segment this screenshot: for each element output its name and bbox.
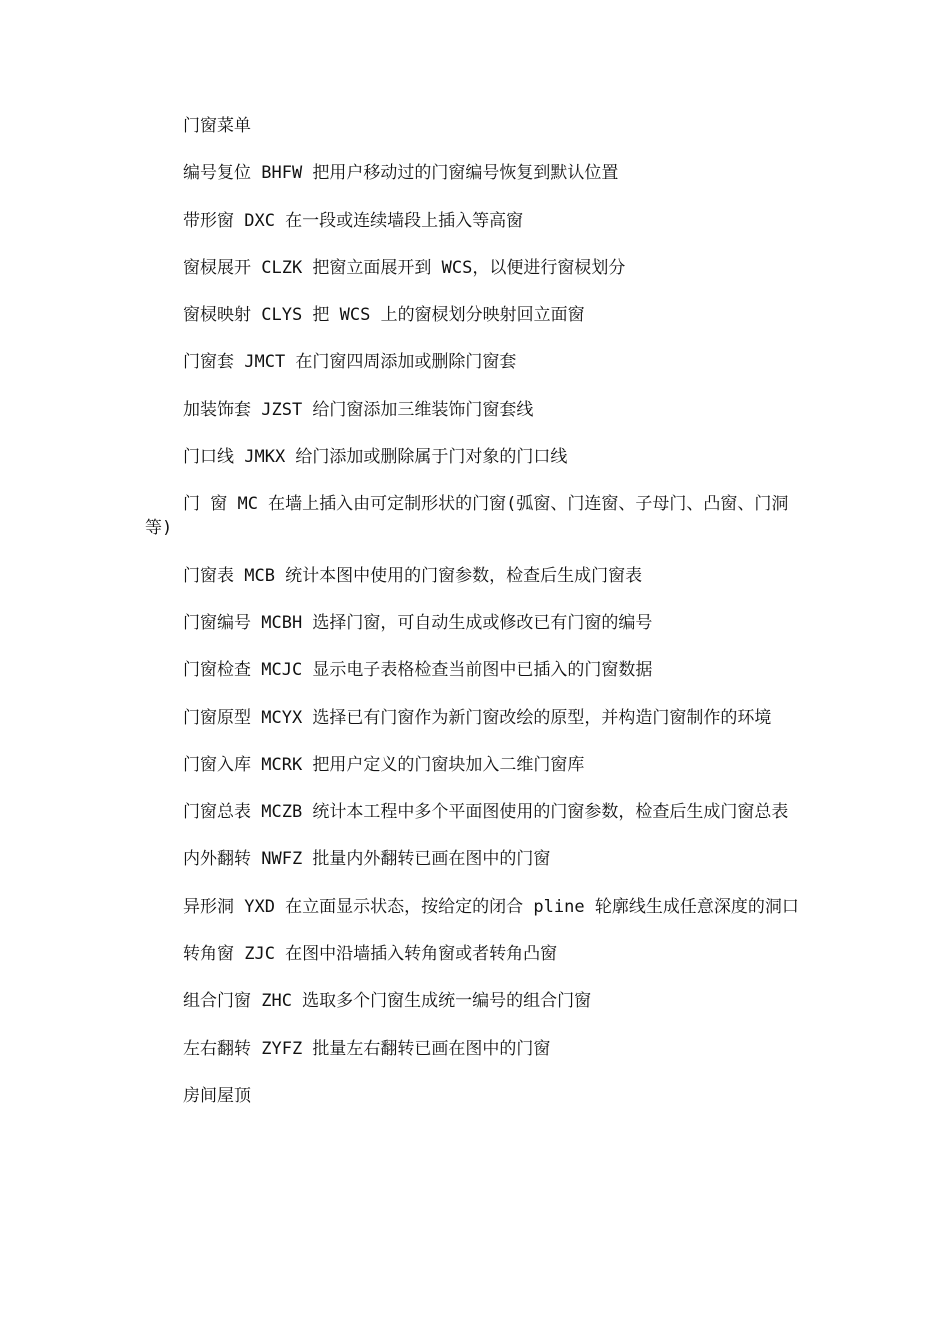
paragraph-zyfz: 左右翻转 ZYFZ 批量左右翻转已画在图中的门窗 — [183, 1038, 551, 1059]
paragraph-mc: 门 窗 MC 在墙上插入由可定制形状的门窗(弧窗、门连窗、子母门、凸窗、门洞等) — [145, 494, 789, 539]
paragraph-jzst: 加装饰套 JZST 给门窗添加三维装饰门窗套线 — [183, 399, 534, 420]
paragraph-mcrk: 门窗入库 MCRK 把用户定义的门窗块加入二维门窗库 — [183, 754, 585, 775]
paragraph-zjc: 转角窗 ZJC 在图中沿墙插入转角窗或者转角凸窗 — [183, 944, 558, 965]
paragraph-zhc: 组合门窗 ZHC 选取多个门窗生成统一编号的组合门窗 — [183, 991, 592, 1012]
paragraph-dxc: 带形窗 DXC 在一段或连续墙段上插入等高窗 — [183, 210, 524, 231]
paragraph-mczb: 门窗总表 MCZB 统计本工程中多个平面图使用的门窗参数，检查后生成门窗总表 — [183, 802, 789, 823]
paragraph-jmct: 门窗套 JMCT 在门窗四周添加或删除门窗套 — [183, 352, 517, 373]
section-heading-door-window-menu: 门窗菜单 — [183, 116, 251, 136]
paragraph-clzk: 窗棂展开 CLZK 把窗立面展开到 WCS，以便进行窗棂划分 — [183, 257, 626, 278]
paragraph-jmkx: 门口线 JMKX 给门添加或删除属于门对象的门口线 — [183, 447, 568, 468]
paragraph-yxd: 异形洞 YXD 在立面显示状态，按给定的闭合 pline 轮廓线生成任意深度的洞口 — [183, 896, 799, 917]
paragraph-bhfw: 编号复位 BHFW 把用户移动过的门窗编号恢复到默认位置 — [183, 163, 619, 184]
paragraph-mcbh: 门窗编号 MCBH 选择门窗，可自动生成或修改已有门窗的编号 — [183, 612, 653, 633]
paragraph-mcb: 门窗表 MCB 统计本图中使用的门窗参数，检查后生成门窗表 — [183, 565, 643, 586]
section-heading-room-roof: 房间屋顶 — [183, 1085, 251, 1106]
document-body — [145, 114, 813, 1131]
paragraph-clys: 窗棂映射 CLYS 把 WCS 上的窗棂划分映射回立面窗 — [183, 305, 585, 326]
paragraph-mcyx: 门窗原型 MCYX 选择已有门窗作为新门窗改绘的原型，并构造门窗制作的环境 — [183, 707, 772, 728]
paragraph-nwfz: 内外翻转 NWFZ 批量内外翻转已画在图中的门窗 — [183, 849, 551, 870]
paragraph-mcjc: 门窗检查 MCJC 显示电子表格检查当前图中已插入的门窗数据 — [183, 660, 653, 681]
